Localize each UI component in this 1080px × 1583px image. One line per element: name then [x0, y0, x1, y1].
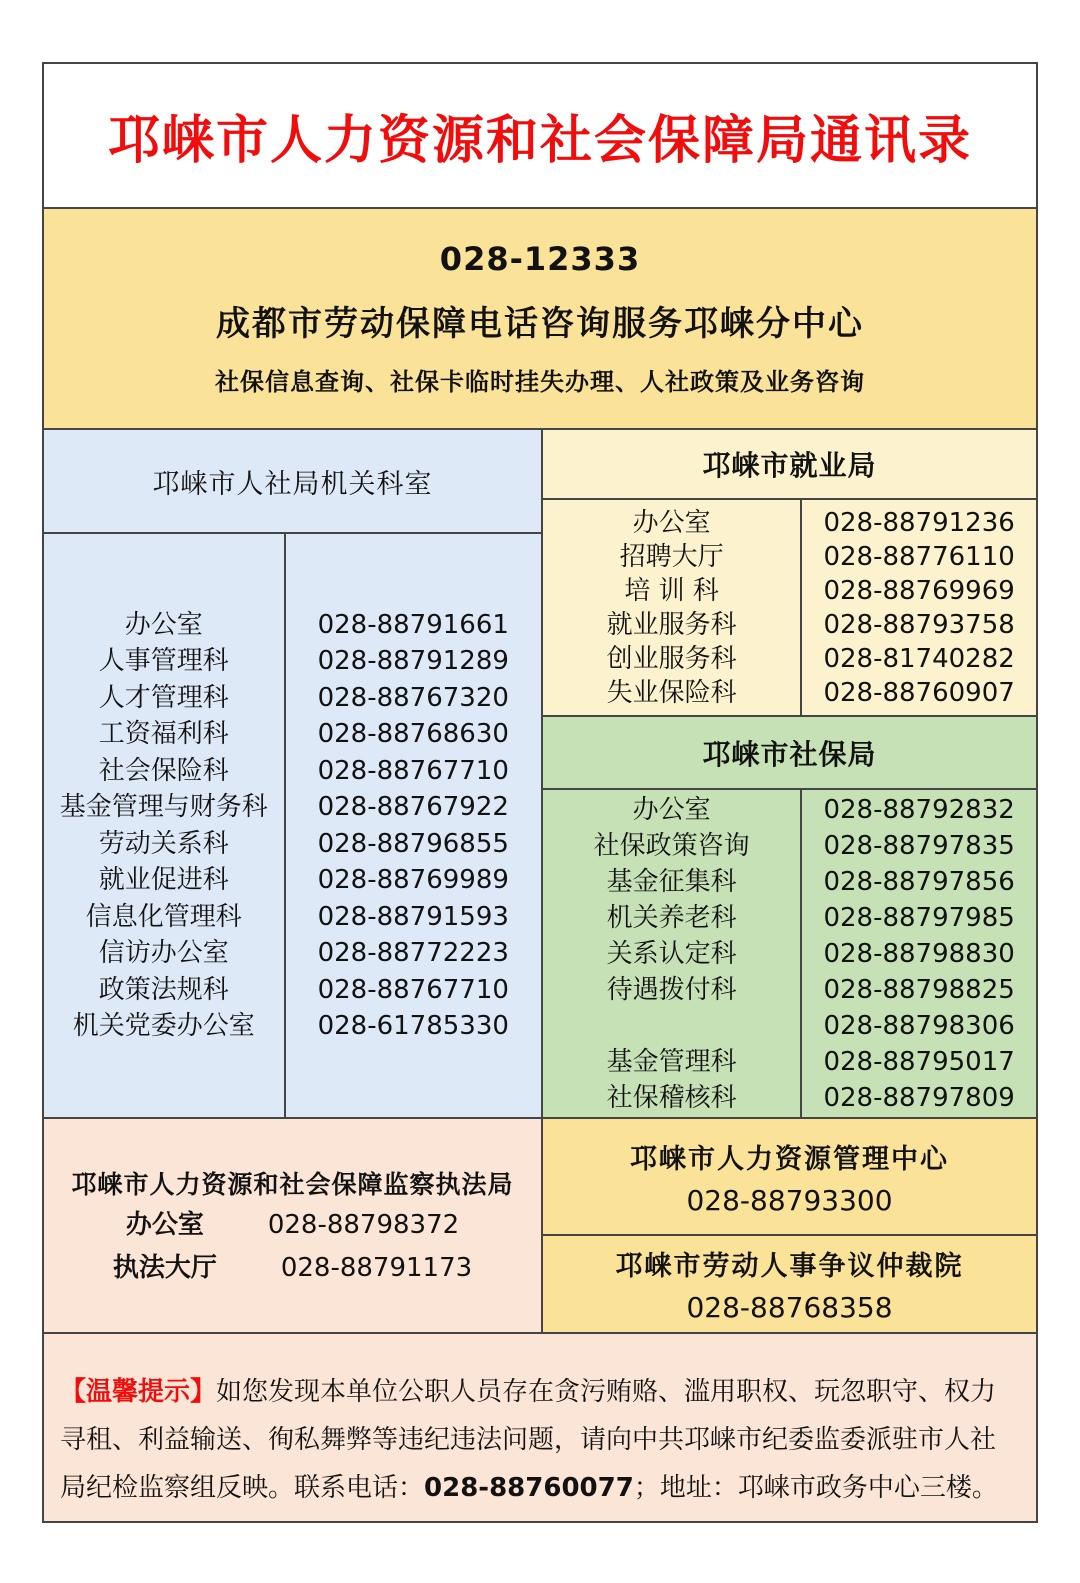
dept-phone: 028-88760907 — [823, 677, 1015, 708]
social-security-labels-column — [543, 790, 802, 1117]
dept-label: 关系认定科 — [606, 938, 737, 969]
notice-body: 如您发现本单位公职人员存在贪污贿赂、滥用职权、玩忽职守、权力寻租、利益输送、徇私舞弊等违纪违法问题，请向中共邛崃市纪委监委派驻市人社局纪检监察组反映。联系电话： — [60, 1377, 997, 1504]
dept-phone: 028-88791236 — [823, 507, 1015, 538]
bureau-office-labels-column — [44, 534, 286, 1117]
arbitration-court-phone: 028-88768358 — [686, 1291, 893, 1324]
hotline-name: 成都市劳动保障电话咨询服务邛崃分中心 — [216, 303, 864, 344]
dept-phone: 028-88798372 — [267, 1209, 460, 1240]
dept-phone: 028-81740282 — [823, 643, 1015, 674]
notice-tag: 【温馨提示】 — [60, 1377, 217, 1407]
social-security-bureau-title: 邛崃市社保局 — [543, 715, 1036, 790]
dept-phone: 028-88797985 — [823, 902, 1015, 933]
dept-label: 办公室 — [124, 609, 203, 640]
dept-phone: 028-88772223 — [317, 938, 509, 968]
dept-phone: 028-88767710 — [317, 755, 509, 786]
dept-label: 人才管理科 — [98, 682, 229, 713]
dept-phone: 028-88769969 — [823, 575, 1015, 606]
dept-label: 培 训 科 — [624, 575, 719, 606]
directory-sheet — [42, 62, 1038, 1523]
notice-text — [60, 1368, 1018, 1512]
social-security-table — [543, 790, 1036, 1117]
dept-label: 就业促进科 — [98, 865, 229, 895]
dept-phone: 028-88797835 — [823, 830, 1015, 861]
dept-label: 社会保险科 — [98, 755, 229, 786]
notice-panel — [44, 1332, 1036, 1521]
dept-label: 基金管理科 — [606, 1046, 737, 1077]
dept-label: 招聘大厅 — [619, 541, 724, 572]
social-security-phones-column — [802, 790, 1036, 1117]
hotline-number: 028-12333 — [439, 240, 641, 279]
dept-phone: 028-88795017 — [823, 1046, 1015, 1077]
inspection-bureau-title: 邛崃市人力资源和社会保障监察执法局 — [71, 1169, 514, 1199]
dept-label: 创业服务科 — [606, 643, 737, 674]
dept-phone: 028-61785330 — [317, 1011, 509, 1041]
dept-phone: 028-88767710 — [317, 974, 509, 1005]
bottom-right-panels — [543, 1119, 1036, 1332]
dept-label: 机关党委办公室 — [72, 1011, 255, 1041]
hotline-services: 社保信息查询、社保卡临时挂失办理、人社政策及业务咨询 — [215, 367, 865, 396]
bureau-office-phones-column — [286, 534, 541, 1117]
inspection-row — [113, 1250, 472, 1287]
dept-phone: 028-88768630 — [317, 719, 509, 749]
dept-label: 基金管理与财务科 — [59, 792, 268, 822]
right-panels — [543, 430, 1036, 1117]
dept-label: 办公室 — [632, 507, 711, 538]
hr-center-phone: 028-88793300 — [686, 1183, 893, 1217]
dept-phone: 028-88791289 — [317, 646, 509, 676]
notice-phone: 028-88760077 — [424, 1473, 634, 1504]
dept-phone: 028-88797856 — [823, 866, 1015, 897]
dept-phone: 028-88798306 — [823, 1010, 1015, 1041]
inspection-bureau-panel — [44, 1119, 543, 1332]
hr-center-title: 邛崃市人力资源管理中心 — [630, 1143, 949, 1175]
dept-label: 社保政策咨询 — [593, 830, 750, 861]
dept-phone: 028-88792832 — [823, 794, 1015, 825]
dept-label: 人事管理科 — [98, 646, 229, 676]
notice-tail: ；地址：邛崃市政务中心三楼。 — [633, 1473, 998, 1504]
dept-label: 办公室 — [632, 794, 711, 825]
employment-labels-column — [543, 500, 802, 715]
dept-label — [543, 1008, 800, 1044]
page-title: 邛崃市人力资源和社会保障局通讯录 — [107, 110, 972, 171]
dept-phone: 028-88797809 — [823, 1082, 1015, 1113]
dept-phone: 028-88767320 — [317, 682, 509, 713]
dept-phone: 028-88769989 — [317, 865, 509, 895]
dept-phone: 028-88798830 — [823, 938, 1015, 969]
dept-label: 待遇拨付科 — [606, 974, 737, 1005]
dept-label: 信访办公室 — [98, 938, 229, 968]
dept-label: 失业保险科 — [606, 677, 737, 708]
dept-phone: 028-88791593 — [317, 901, 509, 932]
dept-phone: 028-88798825 — [823, 974, 1015, 1005]
hotline-band — [44, 207, 1036, 428]
dept-phone: 028-88767922 — [317, 792, 509, 822]
main-grid — [44, 428, 1036, 1117]
bureau-office-title: 邛崃市人社局机关科室 — [44, 430, 541, 534]
dept-label: 机关养老科 — [606, 902, 737, 933]
bottom-band — [44, 1117, 1036, 1332]
dept-label: 基金征集科 — [606, 866, 737, 897]
dept-label: 执法大厅 — [112, 1252, 217, 1283]
dept-label: 政策法规科 — [98, 974, 229, 1005]
dept-label: 社保稽核科 — [606, 1082, 737, 1113]
bureau-office-panel — [44, 430, 543, 1117]
dept-label: 办公室 — [125, 1209, 204, 1240]
hr-center-panel — [543, 1119, 1036, 1236]
bureau-office-table — [44, 534, 541, 1117]
dept-label: 劳动关系科 — [98, 828, 229, 859]
arbitration-court-title: 邛崃市劳动人事争议仲裁院 — [615, 1251, 964, 1282]
dept-phone: 028-88793758 — [823, 609, 1015, 640]
dept-phone: 028-88791173 — [280, 1252, 473, 1283]
dept-phone: 028-88776110 — [823, 541, 1015, 572]
employment-phones-column — [802, 500, 1036, 715]
dept-label: 就业服务科 — [606, 609, 737, 640]
title-band — [44, 64, 1036, 207]
dept-label: 信息化管理科 — [85, 901, 242, 932]
dept-label: 工资福利科 — [98, 719, 229, 749]
employment-bureau-table — [543, 500, 1036, 715]
inspection-row — [126, 1207, 459, 1244]
dept-phone: 028-88791661 — [317, 609, 509, 640]
employment-bureau-title: 邛崃市就业局 — [543, 430, 1036, 500]
arbitration-court-panel — [543, 1236, 1036, 1332]
dept-phone: 028-88796855 — [317, 828, 509, 859]
